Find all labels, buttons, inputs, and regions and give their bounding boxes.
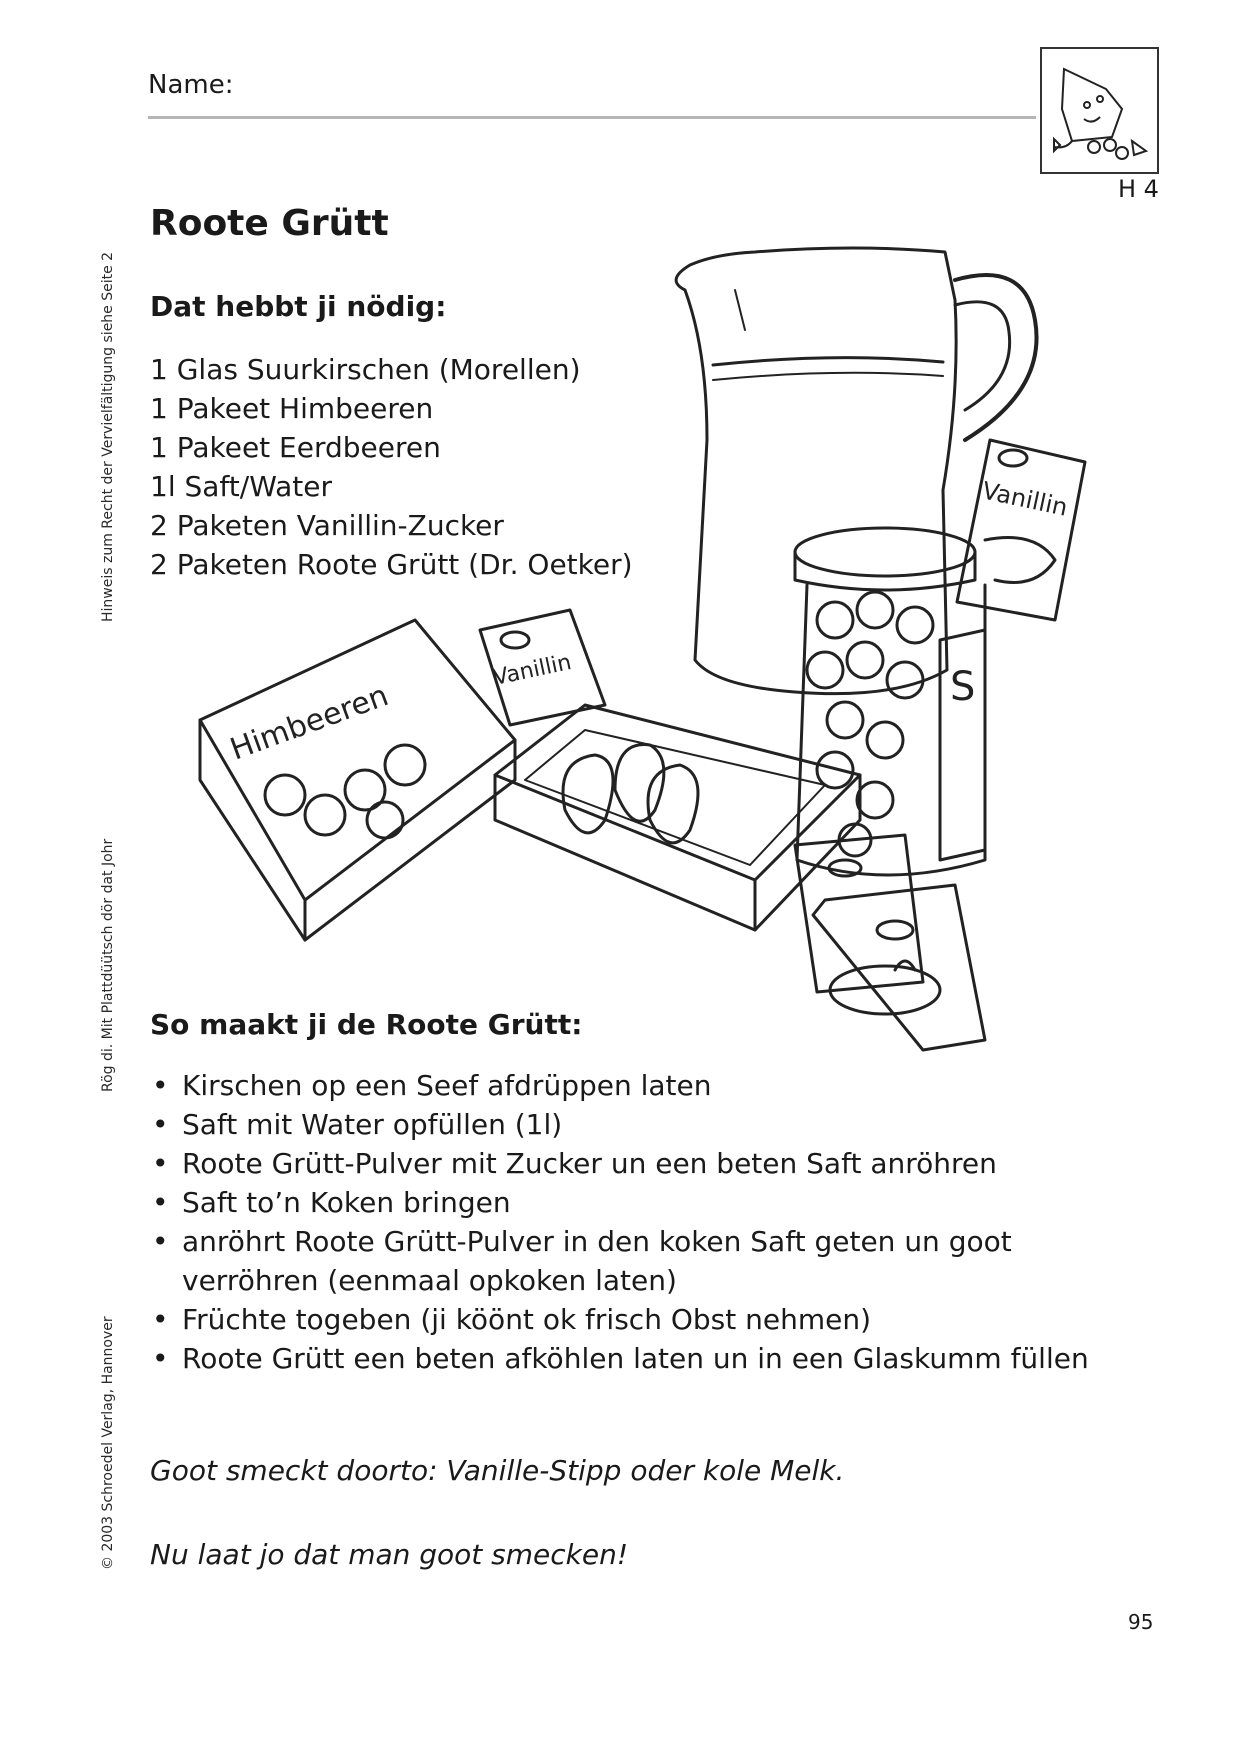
step-item: • Früchte togeben (ji köönt ok frisch Obst nehmen) bbox=[150, 1300, 1110, 1339]
strawberry-box-icon bbox=[495, 705, 860, 930]
vanillin-packet-icon bbox=[957, 440, 1085, 620]
logo bbox=[1040, 47, 1159, 174]
vanillin-label-right: Vanillin bbox=[979, 476, 1071, 522]
step-item: • anröhrt Roote Grütt-Pulver in den koken Saft geten un goot verröhren (eenmaal opkoken laten) bbox=[150, 1222, 1110, 1300]
sheet-code: H 4 bbox=[1118, 175, 1159, 203]
kite-figure-icon bbox=[1042, 49, 1157, 172]
name-label: Name: bbox=[148, 70, 234, 100]
steps-list bbox=[150, 1066, 1110, 1378]
jar-label: S bbox=[950, 664, 976, 710]
ingredients-illustration bbox=[195, 240, 1120, 1125]
ingredients-heading: Dat hebbt ji nödig: bbox=[150, 290, 447, 323]
step-item: • Saft to’n Koken bringen bbox=[150, 1183, 1110, 1222]
cherry-jar-icon bbox=[795, 528, 985, 875]
ingredient-item: 1 Pakeet Eerdbeeren bbox=[150, 431, 441, 464]
side-book-title: Rög di. Mit Plattdüütsch dör dat Johr bbox=[100, 838, 116, 1092]
ingredient-item: 1 Pakeet Himbeeren bbox=[150, 392, 434, 425]
ingredient-item: 1l Saft/Water bbox=[150, 470, 332, 503]
page-number: 95 bbox=[1128, 1610, 1154, 1634]
himbeeren-box-icon bbox=[200, 620, 515, 940]
page-title: Roote Grütt bbox=[150, 203, 389, 244]
himbeeren-label: Himbeeren bbox=[225, 678, 394, 768]
step-item: • Roote Grütt-Pulver mit Zucker un een beten Saft anröhren bbox=[150, 1144, 1110, 1183]
steps-heading: So maakt ji de Roote Grütt: bbox=[150, 1008, 583, 1041]
side-notice: Hinweis zum Recht der Vervielfältigung siehe Seite 2 bbox=[100, 251, 116, 622]
step-item: • Roote Grütt een beten afköhlen laten un in een Glaskumm füllen bbox=[150, 1339, 1110, 1378]
step-item: • Kirschen op een Seef afdrüppen laten bbox=[150, 1066, 1110, 1105]
ingredient-item: 1 Glas Suurkirschen (Morellen) bbox=[150, 353, 581, 386]
step-item: • Saft mit Water opfüllen (1l) bbox=[150, 1105, 1110, 1144]
vanillin-packet-icon bbox=[480, 610, 605, 725]
ingredient-item: 2 Paketen Roote Grütt (Dr. Oetker) bbox=[150, 548, 633, 581]
name-line[interactable] bbox=[148, 116, 1036, 119]
vanillin-label-middle: Vanillin bbox=[491, 649, 574, 691]
closing-line: Nu laat jo dat man goot smecken! bbox=[150, 1538, 629, 1571]
serving-tip: Goot smeckt doorto: Vanille-Stipp oder kole Melk. bbox=[150, 1454, 845, 1487]
ingredient-item: 2 Paketen Vanillin-Zucker bbox=[150, 509, 504, 542]
side-copyright: © 2003 Schroedel Verlag, Hannover bbox=[100, 1316, 116, 1570]
